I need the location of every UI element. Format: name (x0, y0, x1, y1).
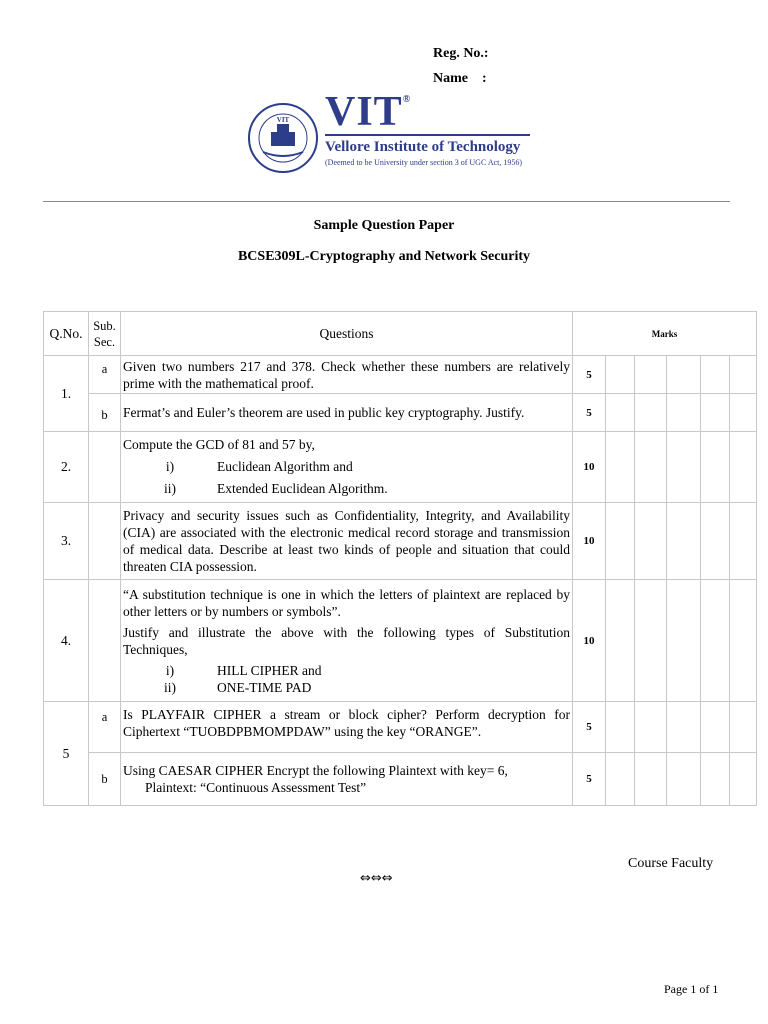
table-row (44, 432, 757, 503)
q5-number: 5 (44, 702, 89, 806)
q3-text: Privacy and security issues such as Confidentiality, Integrity, and Availability (CIA) are associated with the electronic medical record storage and transmission of medical data. Describe at least two kinds of people and situation that could threaten CIA possession. (121, 503, 573, 580)
header-row (44, 312, 757, 356)
reg-no-label: Reg. No.: (433, 46, 489, 61)
vit-brand: VIT® (325, 89, 412, 135)
q1-number: 1. (44, 356, 89, 432)
course-faculty: Course Faculty (628, 856, 714, 871)
seal-text: VIT (276, 116, 290, 124)
q5-a-sub: a (89, 702, 121, 753)
table-row (44, 753, 757, 806)
q1-b-sub: b (89, 394, 121, 432)
q2-item-ii: ii) Extended Euclidean Algorithm. (164, 481, 388, 496)
subsec-header: Sub. Sec. (89, 312, 121, 356)
header-divider (43, 201, 730, 202)
table-row (44, 356, 757, 394)
q4-number: 4. (44, 580, 89, 702)
q1-b-text: Fermat’s and Euler’s theorem are used in public key cryptography. Justify. (121, 394, 573, 432)
question-table (43, 311, 757, 806)
q4-marks: 10 (573, 580, 606, 702)
questions-header: Questions (121, 312, 573, 356)
paper-title: Sample Question Paper (313, 218, 455, 233)
q2-item-i: i) Euclidean Algorithm and (165, 459, 353, 474)
q1-a-marks: 5 (573, 356, 606, 394)
q4-quote: “A substitution technique is one in which the letters of plaintext are replaced by other letters or by numbers or symbols”. (123, 586, 570, 619)
table-row (44, 580, 757, 702)
q5-a-marks: 5 (573, 702, 606, 753)
logo-rule (325, 134, 530, 136)
q5-b-marks: 5 (573, 753, 606, 806)
q2-cell (121, 432, 573, 503)
q5-b-cell (121, 753, 573, 806)
marks-header: Marks (573, 312, 757, 356)
table-row (44, 503, 757, 580)
q2-marks: 10 (573, 432, 606, 503)
course-title: BCSE309L-Cryptography and Network Security (237, 249, 531, 264)
table-row (44, 702, 757, 753)
q5-b-text: Using CAESAR CIPHER Encrypt the following Plaintext with key= 6, (123, 763, 508, 778)
table-row (44, 394, 757, 432)
q5-b-plaintext: Plaintext: “Continuous Assessment Test” (145, 780, 367, 795)
q1-a-sub: a (89, 356, 121, 394)
ornament-arrows: ⇔⇔⇔ (360, 871, 393, 886)
q2-text: Compute the GCD of 81 and 57 by, (123, 437, 315, 452)
vit-seal-logo (245, 102, 321, 174)
deemed-note: (Deemed to be University under section 3 of UGC Act, 1956) (325, 158, 523, 167)
page-number: Page 1 of 1 (664, 982, 719, 996)
q4-cell (121, 580, 573, 702)
q1-a-text: Given two numbers 217 and 378. Check whether these numbers are relatively prime with the mathematical proof. (121, 356, 573, 394)
q3-marks: 10 (573, 503, 606, 580)
q5-a-text: Is PLAYFAIR CIPHER a stream or block cipher? Perform decryption for Ciphertext “TUOBDPBMOMPDAW” using the key “ORANGE”. (121, 702, 573, 753)
q4-item-i: i) HILL CIPHER and (165, 662, 322, 678)
q5-b-sub: b (89, 753, 121, 806)
qno-header: Q.No. (44, 312, 89, 356)
q2-number: 2. (44, 432, 89, 503)
q3-number: 3. (44, 503, 89, 580)
q1-b-marks: 5 (573, 394, 606, 432)
q4-text: Justify and illustrate the above with the following types of Substitution Techniques, (123, 624, 570, 657)
institute-name: Vellore Institute of Technology (325, 139, 521, 155)
name-label: Name : (433, 71, 487, 86)
q4-item-ii: ii) ONE-TIME PAD (164, 679, 312, 695)
